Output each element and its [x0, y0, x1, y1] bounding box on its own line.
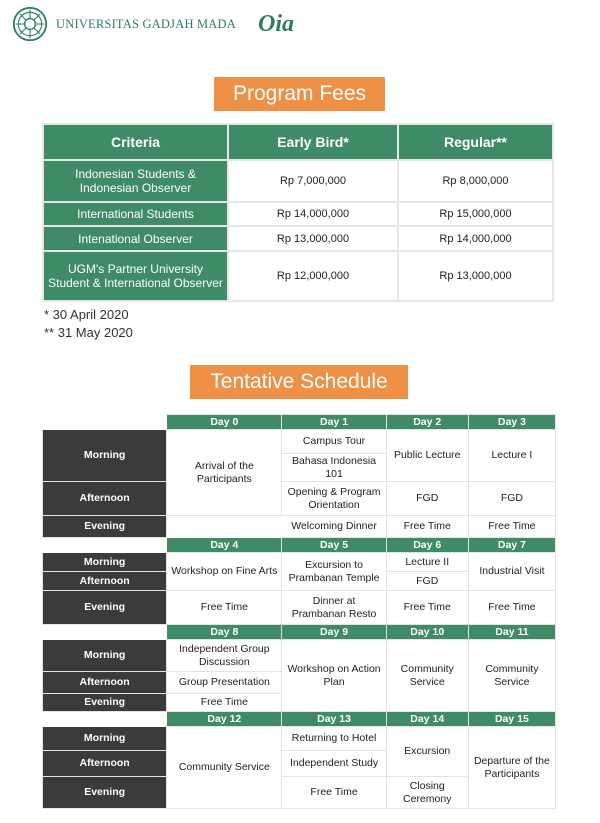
table-row: [43, 226, 553, 251]
early-bird-fee: Rp 14,000,000: [228, 202, 398, 226]
early-bird-header: Early Bird*: [228, 124, 398, 160]
schedule-cell: Independent Study: [282, 751, 386, 777]
schedule-cell: Free Time: [386, 591, 468, 625]
schedule-cell: Community Service: [468, 640, 555, 712]
schedule-cell: Industrial Visit: [468, 553, 555, 591]
day-label: Day 11: [468, 625, 555, 640]
day-label: Day 3: [468, 415, 555, 430]
schedule-cell: Closing Ceremony: [386, 777, 468, 809]
day-label: Day 8: [167, 625, 282, 640]
schedule-cell: Lecture II: [386, 553, 468, 572]
university-name: UNIVERSITAS GADJAH MADA: [56, 16, 236, 31]
criteria-cell: International Students: [43, 202, 228, 226]
table-row: [43, 251, 553, 301]
schedule-cell: Free Time: [167, 591, 282, 625]
slot-morning: Morning: [43, 553, 167, 572]
ugm-seal-icon: [12, 6, 48, 42]
table-row: [43, 202, 553, 226]
schedule-cell: Free Time: [468, 516, 555, 538]
slot-evening: Evening: [43, 777, 167, 809]
schedule-cell: Excursion: [386, 727, 468, 777]
schedule-cell: Lecture I: [468, 430, 555, 482]
schedule-cell: FGD: [386, 572, 468, 591]
day-label: Day 10: [386, 625, 468, 640]
slot-afternoon: Afternoon: [43, 572, 167, 591]
schedule-cell: Group Presentation: [167, 672, 282, 694]
table-row: [43, 516, 556, 538]
regular-note: ** 31 May 2020: [44, 325, 133, 340]
schedule-cell: Dinner at Prambanan Resto: [282, 591, 386, 625]
slot-afternoon: Afternoon: [43, 482, 167, 516]
day-label: Day 13: [282, 712, 386, 727]
criteria-cell: Indonesian Students & Indonesian Observer: [43, 160, 228, 202]
early-bird-fee: Rp 13,000,000: [228, 226, 398, 251]
day-label: Day 6: [386, 538, 468, 553]
day-label: Day 1: [282, 415, 386, 430]
criteria-cell: Intenational Observer: [43, 226, 228, 251]
slot-morning: Morning: [43, 640, 167, 672]
schedule-cell: Excursion to Prambanan Temple: [282, 553, 386, 591]
regular-fee: Rp 8,000,000: [398, 160, 553, 202]
early-bird-fee: Rp 7,000,000: [228, 160, 398, 202]
schedule-cell: FGD: [468, 482, 555, 516]
slot-afternoon: Afternoon: [43, 672, 167, 694]
schedule-cell: Independent Group Discussion: [167, 640, 282, 672]
schedule-cell: Free Time: [386, 516, 468, 538]
schedule-cell: Workshop on Action Plan: [282, 640, 386, 712]
program-fees-title: Program Fees: [214, 77, 385, 111]
day-label: Day 9: [282, 625, 386, 640]
table-row: [43, 640, 556, 672]
day-label: Day 7: [468, 538, 555, 553]
criteria-header: Criteria: [43, 124, 228, 160]
fees-table: [42, 123, 554, 302]
table-row: [43, 553, 556, 572]
schedule-cell: Departure of the Participants: [468, 727, 555, 809]
schedule-cell: Public Lecture: [386, 430, 468, 482]
schedule-cell: Community Service: [167, 727, 282, 809]
slot-morning: Morning: [43, 727, 167, 751]
day-label: Day 15: [468, 712, 555, 727]
tentative-schedule-title: Tentative Schedule: [190, 365, 408, 399]
schedule-cell: Community Service: [386, 640, 468, 712]
schedule-cell: Free Time: [468, 591, 555, 625]
regular-header: Regular**: [398, 124, 553, 160]
schedule-cell: Arrival of the Participants: [167, 430, 282, 516]
day-label: Day 12: [167, 712, 282, 727]
schedule-cell: Bahasa Indonesia 101: [282, 454, 386, 482]
slot-evening: Evening: [43, 694, 167, 712]
slot-afternoon: Afternoon: [43, 751, 167, 777]
table-row: [43, 591, 556, 625]
regular-fee: Rp 15,000,000: [398, 202, 553, 226]
schedule-cell: Welcoming Dinner: [282, 516, 386, 538]
regular-fee: Rp 13,000,000: [398, 251, 553, 301]
criteria-cell: UGM's Partner University Student & International Observer: [43, 251, 228, 301]
day-header-row: [43, 625, 556, 640]
fees-header-row: [43, 124, 553, 160]
day-header-row: [43, 415, 556, 430]
schedule-cell: Workshop on Fine Arts: [167, 553, 282, 591]
day-header-row: [43, 712, 556, 727]
day-label: Day 2: [386, 415, 468, 430]
table-row: [43, 727, 556, 751]
regular-fee: Rp 14,000,000: [398, 226, 553, 251]
early-bird-fee: Rp 12,000,000: [228, 251, 398, 301]
schedule-table: [42, 414, 556, 809]
schedule-cell: Free Time: [282, 777, 386, 809]
early-bird-note: * 30 April 2020: [44, 307, 129, 322]
slot-evening: Evening: [43, 591, 167, 625]
day-label: Day 0: [167, 415, 282, 430]
schedule-cell: Returning to Hotel: [282, 727, 386, 751]
header: [12, 4, 294, 44]
table-row: [43, 430, 556, 454]
day-label: Day 4: [167, 538, 282, 553]
schedule-cell: Campus Tour: [282, 430, 386, 454]
table-row: [43, 482, 556, 516]
oia-logo: Oia: [258, 10, 294, 37]
schedule-cell: Free Time: [167, 694, 282, 712]
table-row: [43, 160, 553, 202]
day-header-row: [43, 538, 556, 553]
day-label: Day 5: [282, 538, 386, 553]
day-label: Day 14: [386, 712, 468, 727]
slot-morning: Morning: [43, 430, 167, 482]
schedule-cell: FGD: [386, 482, 468, 516]
schedule-cell: Opening & Program Orientation: [282, 482, 386, 516]
slot-evening: Evening: [43, 516, 167, 538]
